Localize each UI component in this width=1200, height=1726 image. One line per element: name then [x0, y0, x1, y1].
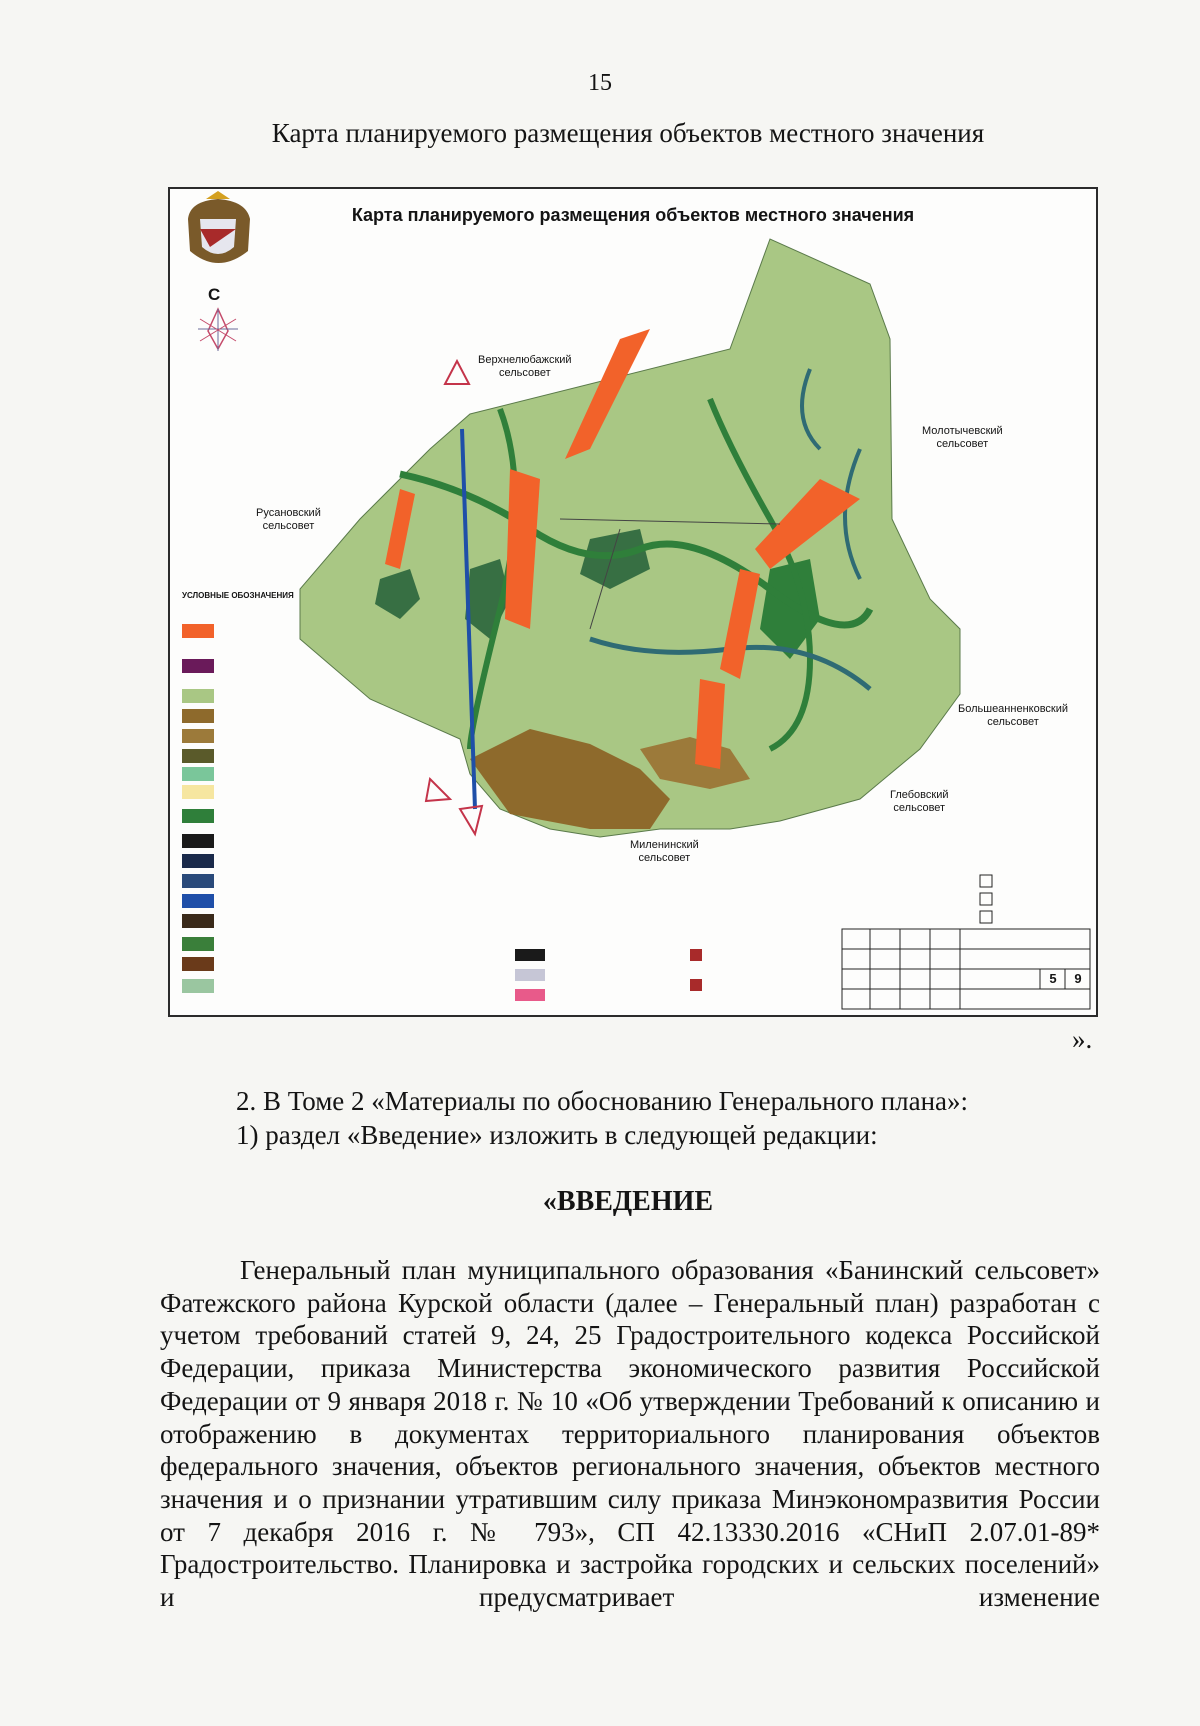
page-number: 15	[588, 70, 612, 96]
area-label-milenin: Миленинский сельсовет	[630, 839, 699, 864]
coat-of-arms	[188, 191, 250, 263]
instruction-line-1: 2. В Томе 2 «Материалы по обоснованию Генерального плана»:	[236, 1086, 969, 1116]
map-title: Карта планируемого размещения объектов местного значения	[351, 205, 915, 225]
area-label-verhnelyubazh: Верхнелюбажский сельсовет	[478, 354, 572, 379]
area-label-molotychev: Молотычевский сельсовет	[922, 425, 1003, 450]
legend-title: УСЛОВНЫЕ ОБОЗНАЧЕНИЯ	[182, 591, 294, 600]
direction-arrow	[426, 779, 450, 801]
section-title: «ВВЕДЕНИЕ	[542, 1186, 714, 1217]
instruction-line-2: 1) раздел «Введение» изложить в следующей редакции:	[236, 1120, 878, 1150]
area-label-glebov: Глебовский сельсовет	[890, 789, 949, 814]
area-label-bolsheannenkov: Большеанненковский сельсовет	[958, 703, 1069, 728]
area-label-rusanov: Русановский сельсовет	[256, 507, 321, 532]
compass-north-letter: С	[208, 285, 221, 304]
map-figure	[168, 187, 1098, 1017]
quote-close: ».	[1072, 1024, 1093, 1054]
stamp-sheets-total: 9	[1074, 971, 1082, 986]
body-paragraph: Генеральный план муниципального образования «Банинский сельсовет» Фатежского района Курской области (далее – Генеральный план) разработан с учетом требований статей 9, 24, 25 Градостроительного кодекса Российской Федерации, приказа Министерства экономического развития Российской Федерации от 9 января 2018 г. № 10 «Об утверждении Требований к описанию и отображению в документах территориального планирования объектов федерального значения, объектов регионального значения, объектов местного значения и о признании утратившим силу приказа Минэкономразвития России от 7 декабря 2016 г. № 793», СП 42.13330.2016 «СНиП 2.07.01-89* Градостроительство. Планировка и застройка городских и сельских поселений» и предусматривает изменение	[160, 1255, 1100, 1613]
residential-zone	[695, 679, 725, 769]
direction-arrow	[460, 806, 482, 834]
stamp-sheet-value: 5	[1049, 971, 1057, 986]
map-drawing	[170, 189, 1096, 1015]
title-block	[842, 929, 1090, 1009]
page-heading: Карта планируемого размещения объектов местного значения	[271, 118, 985, 148]
direction-arrow	[445, 361, 469, 384]
compass-rose	[198, 309, 238, 351]
